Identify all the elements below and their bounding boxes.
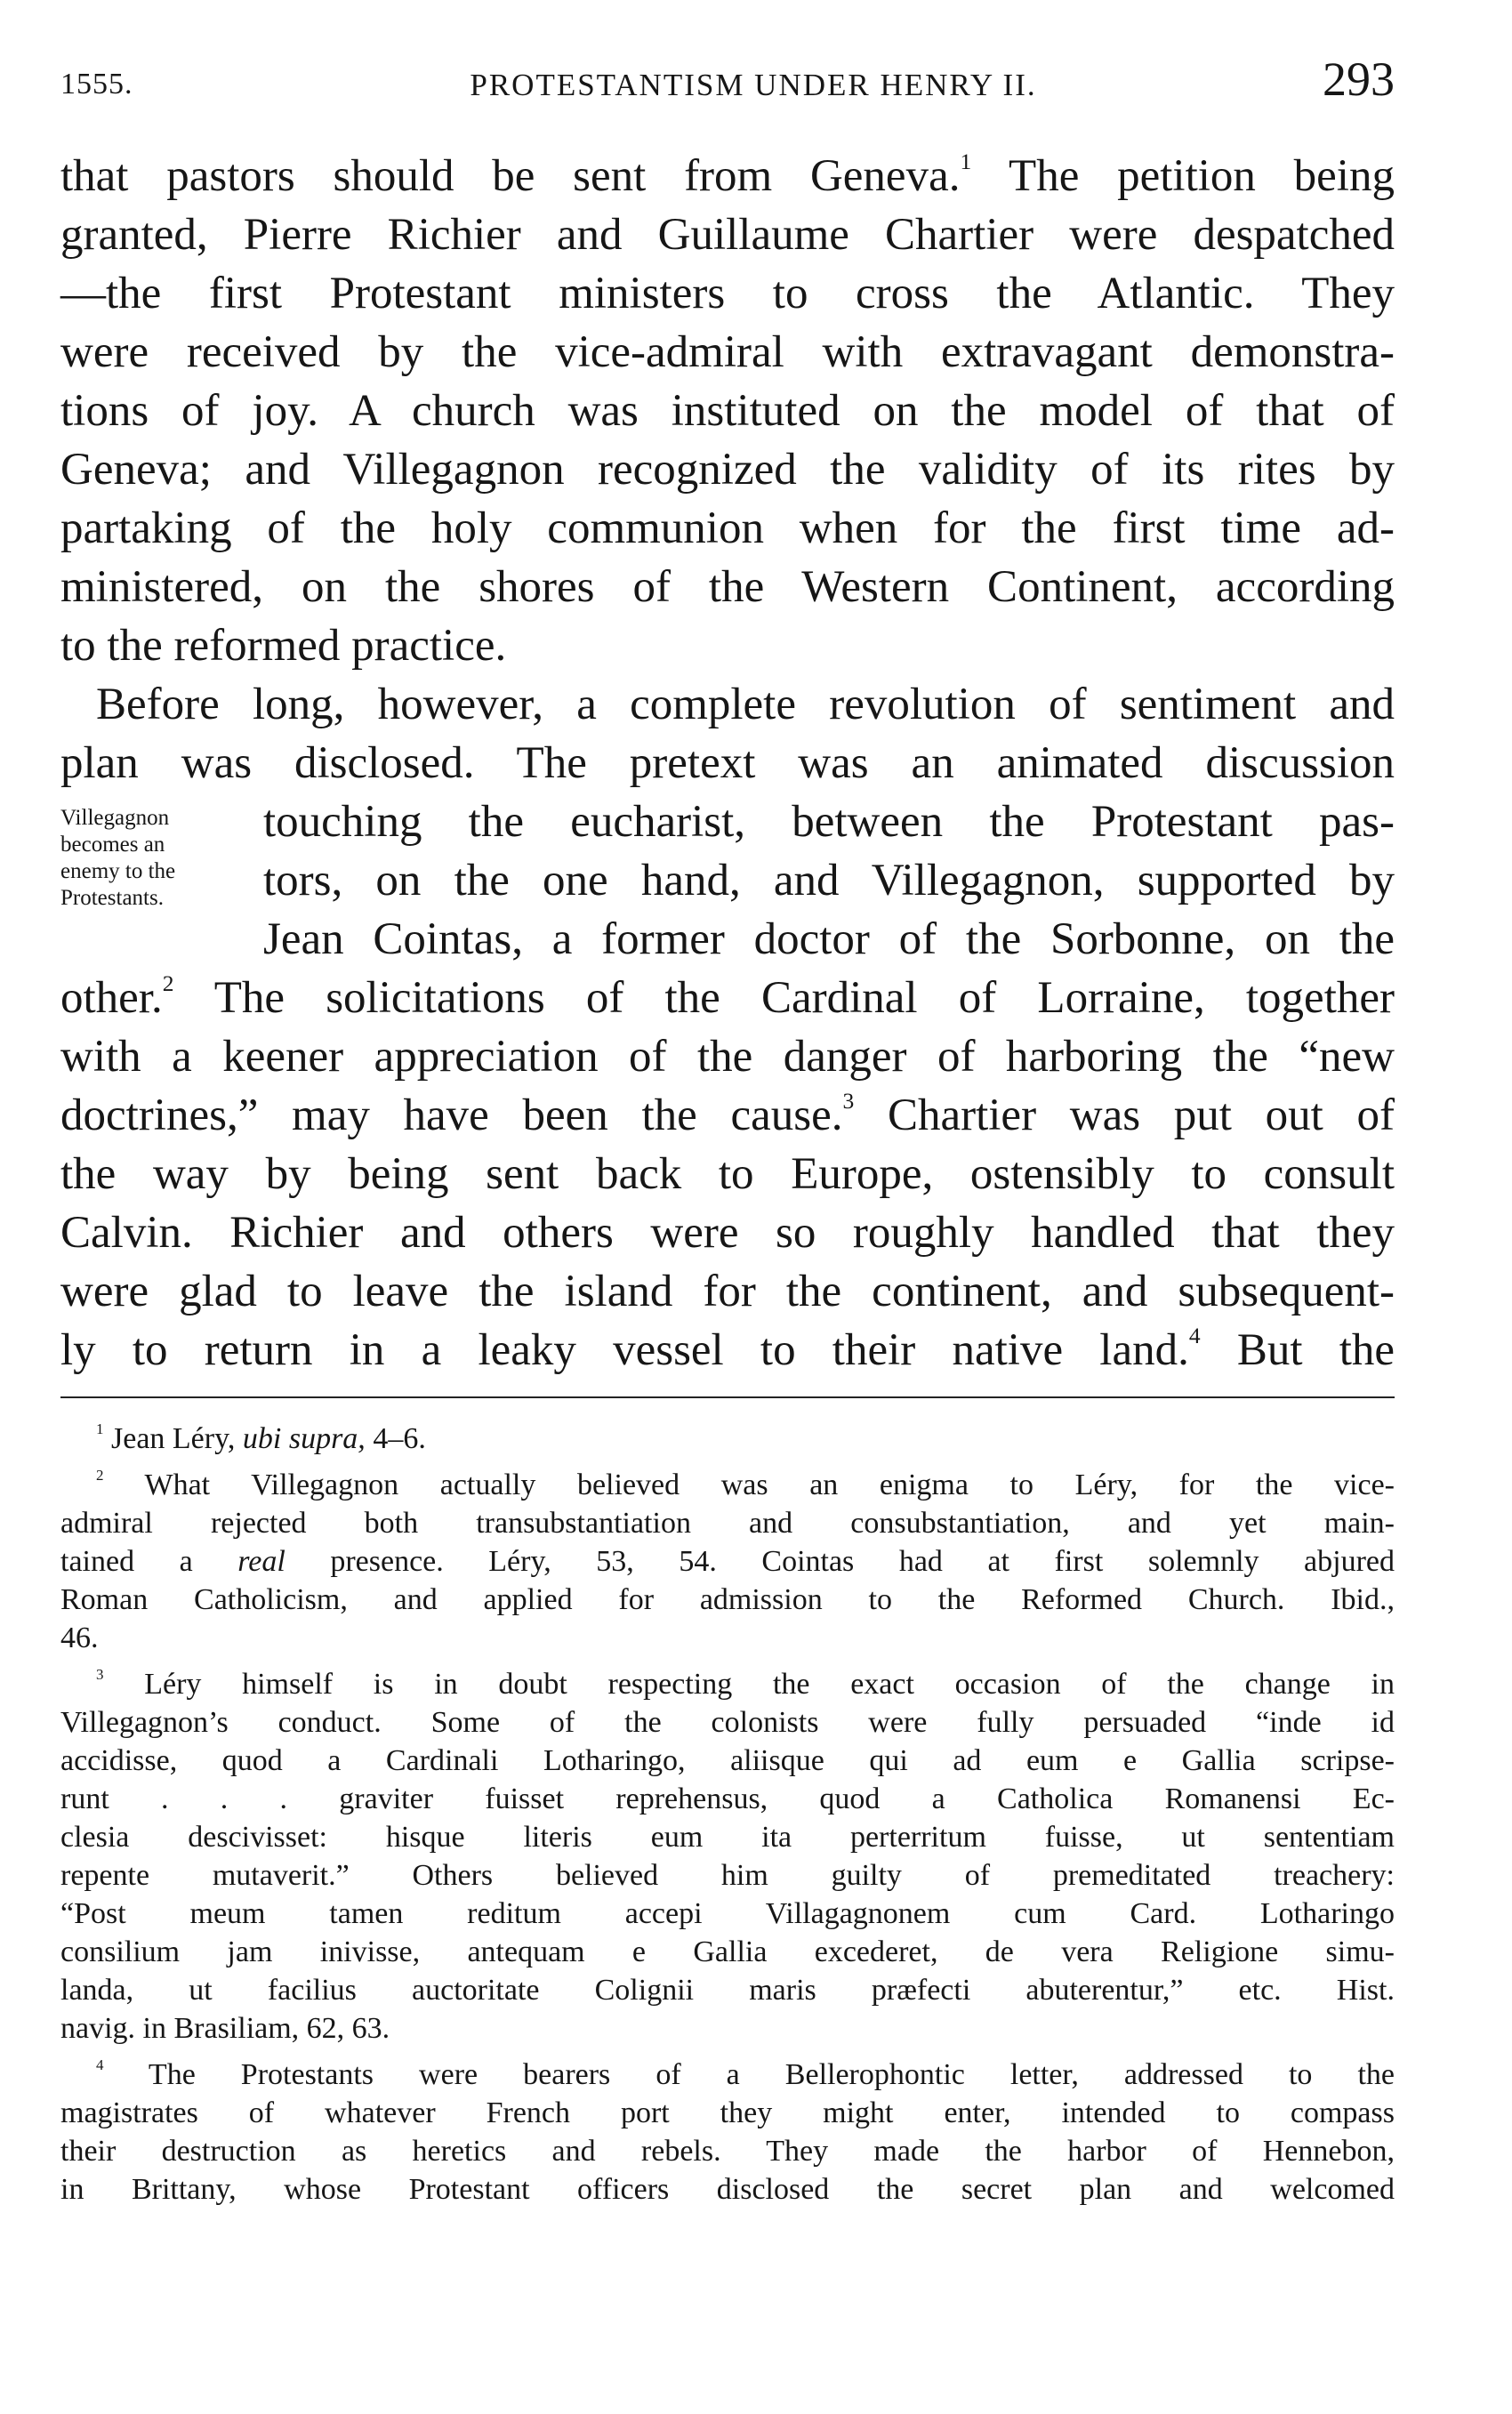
footnote-1: $^1$ Jean Léry, ubi supra, 4–6. [96,1420,426,1455]
footnote-line: clesia descivisset: hisque literis eum ita perterritum fuisse, ut sententiam [60,1821,1395,1854]
footnote-line: in Brittany, whose Protestant officers disclosed the secret plan and welcomed [60,2173,1395,2206]
footnote-2: $^2$ What Villegagnon actually believed was an enigma to Léry, for the vice- [96,1466,1395,1501]
paragraph [60,147,1395,675]
footnote-divider [60,1396,1395,1398]
text-line: other.$^2$ The solicitations of the Cardinal of Lorraine, together [60,970,1395,1023]
text-line: touching the eucharist, between the Protestant pas- [263,797,1395,847]
footnote-line: accidisse, quod a Cardinali Lotharingo, aliisque qui ad eum e Gallia scripse- [60,1744,1395,1777]
footnote-line: 46. [60,1621,99,1654]
footnote-line: consilium jam inivisse, antequam e Gallia excederet, de vera Religione simu- [60,1935,1395,1968]
text-line: were received by the vice-admiral with extravagant demonstra- [60,327,1395,377]
footnote-4: $^4$ The Protestants were bearers of a Bellerophontic letter, addressed to the [96,2056,1395,2091]
footnote-ref: 3 [842,1087,855,1114]
text-line: partaking of the holy communion when for the first time ad- [60,503,1395,553]
footnote-line: navig. in Brasiliam, 62, 63. [60,2012,390,2045]
text-line: tions of joy. A church was instituted on the model of that of [60,386,1395,436]
text-line: Calvin. Richier and others were so roughly handled that they [60,1208,1395,1258]
running-header [60,52,1402,117]
page-number: 293 [1323,52,1395,106]
footnote-line: their destruction as heretics and rebels. They made the harbor of Hennebon, [60,2135,1395,2168]
text-line: to the reformed practice. [60,621,507,671]
footnote-line: “Post meum tamen reditum accepi Villagagnonem cum Card. Lotharingo [60,1897,1395,1930]
footnote-ref: 2 [162,970,174,996]
footnotes [60,1420,1395,2209]
header-year: 1555. [60,68,133,101]
text-line: —the first Protestant ministers to cross the Atlantic. They [60,269,1395,318]
text-line: ministered, on the shores of the Western Continent, according [60,562,1395,612]
text-line: ly to return in a leaky vessel to their native land.$^4$ But the [60,1322,1395,1375]
footnote-line: tained a real presence. Léry, 53, 54. Cointas had at first solemnly abjured [60,1545,1395,1578]
text-line: plan was disclosed. The pretext was an animated discussion [60,738,1395,788]
main-text [60,147,1395,1380]
footnote-ref: 4 [1188,1322,1201,1348]
text-line: that pastors should be sent from Geneva.$^1$ The petition being [60,148,1395,201]
footnote-line: magistrates of whatever French port they might enter, intended to compass [60,2096,1395,2129]
text-line: doctrines,” may have been the cause.$^3$ Chartier was put out of [60,1087,1395,1140]
footnote-line: runt . . . graviter fuisset reprehensus, quod a Catholica Romanensi Ec- [60,1782,1395,1815]
footnote-3: $^3$ Léry himself is in doubt respecting the exact occasion of the change in [96,1665,1395,1701]
text-line: were glad to leave the island for the continent, and subsequent- [60,1267,1395,1316]
footnote-line: admiral rejected both transubstantiation and consubstantiation, and yet main- [60,1507,1395,1540]
text-line: granted, Pierre Richier and Guillaume Chartier were despatched [60,210,1395,260]
header-title: PROTESTANTISM UNDER HENRY II. [470,68,1037,102]
footnote-line: Villegagnon’s conduct. Some of the colonists were fully persuaded “inde id [60,1706,1395,1739]
text-line: with a keener appreciation of the danger of harboring the “new [60,1032,1395,1082]
margin-note: Villegagnon becomes an enemy to the Protestants. [60,806,176,910]
footnote-line: landa, ut facilius auctoritate Colignii maris præfecti abuterentur,” etc. Hist. [60,1974,1395,2007]
footnote-line: repente mutaverit.” Others believed him guilty of premeditated treachery: [60,1859,1395,1892]
footnote-line: Roman Catholicism, and applied for admission to the Reformed Church. Ibid., [60,1583,1395,1616]
text-line: Geneva; and Villegagnon recognized the validity of its rites by [60,445,1395,495]
paragraph [60,675,1395,1380]
text-line: the way by being sent back to Europe, ostensibly to consult [60,1149,1395,1199]
footnote-ref: 1 [960,148,972,174]
text-line: tors, on the one hand, and Villegagnon, supported by [263,856,1395,905]
text-line: Before long, however, a complete revolution of sentiment and [96,680,1395,729]
text-line: Jean Cointas, a former doctor of the Sorbonne, on the [263,914,1395,964]
